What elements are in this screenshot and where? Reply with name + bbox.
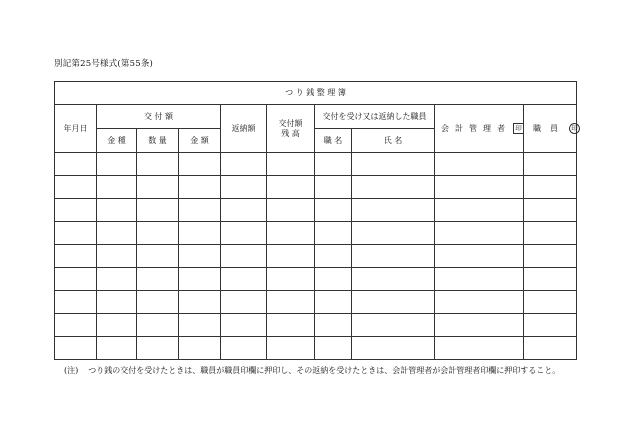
table-row	[55, 199, 577, 222]
table-cell[interactable]	[97, 314, 137, 337]
header-balance-line1: 交付額	[278, 118, 303, 128]
table-cell[interactable]	[524, 337, 577, 360]
table-cell[interactable]	[524, 268, 577, 291]
table-cell[interactable]	[267, 245, 315, 268]
table-cell[interactable]	[315, 245, 352, 268]
table-cell[interactable]	[221, 291, 267, 314]
table-cell[interactable]	[315, 153, 352, 176]
table-cell[interactable]	[97, 222, 137, 245]
table-cell[interactable]	[435, 199, 524, 222]
table-cell[interactable]	[97, 153, 137, 176]
footnote	[64, 365, 560, 376]
table-cell[interactable]	[435, 245, 524, 268]
table-cell[interactable]	[352, 199, 435, 222]
table-cell[interactable]	[221, 314, 267, 337]
table-cell[interactable]	[97, 199, 137, 222]
table-cell[interactable]	[55, 222, 97, 245]
table-cell[interactable]	[55, 153, 97, 176]
table-cell[interactable]	[352, 153, 435, 176]
table-cell[interactable]	[55, 268, 97, 291]
table-cell[interactable]	[179, 176, 221, 199]
table-cell[interactable]	[137, 291, 179, 314]
header-accountant-label: 会計管理者	[441, 123, 511, 133]
header-recipient-group: 交付を受け又は返納した職員	[315, 105, 435, 129]
table-cell[interactable]	[315, 268, 352, 291]
table-cell[interactable]	[137, 176, 179, 199]
table-cell[interactable]	[352, 176, 435, 199]
table-cell[interactable]	[352, 268, 435, 291]
table-cell[interactable]	[267, 291, 315, 314]
table-cell[interactable]	[315, 222, 352, 245]
table-cell[interactable]	[55, 245, 97, 268]
table-cell[interactable]	[435, 176, 524, 199]
table-cell[interactable]	[97, 337, 137, 360]
table-row	[55, 176, 577, 199]
table-cell[interactable]	[55, 199, 97, 222]
table-cell[interactable]	[315, 176, 352, 199]
table-cell[interactable]	[352, 337, 435, 360]
table-cell[interactable]	[435, 314, 524, 337]
table-cell[interactable]	[267, 153, 315, 176]
table-cell[interactable]	[435, 153, 524, 176]
table-row	[55, 268, 577, 291]
table-cell[interactable]	[524, 153, 577, 176]
table-cell[interactable]	[352, 291, 435, 314]
table-cell[interactable]	[179, 337, 221, 360]
table-cell[interactable]	[435, 291, 524, 314]
header-amount: 金 額	[179, 129, 221, 153]
header-returned: 返納額	[221, 105, 267, 153]
table-cell[interactable]	[435, 268, 524, 291]
table-row	[55, 291, 577, 314]
table-title	[55, 82, 577, 105]
table-row	[55, 153, 577, 176]
table-cell[interactable]	[137, 199, 179, 222]
table-cell[interactable]	[55, 314, 97, 337]
table-cell[interactable]	[267, 199, 315, 222]
table-cell[interactable]	[221, 337, 267, 360]
table-cell[interactable]	[137, 245, 179, 268]
table-row	[55, 314, 577, 337]
table-cell[interactable]	[97, 245, 137, 268]
table-cell[interactable]	[435, 337, 524, 360]
header-issued-group: 交 付 額	[97, 105, 221, 129]
header-staff-label: 職員	[533, 123, 567, 133]
table-cell[interactable]	[179, 222, 221, 245]
table-cell[interactable]	[221, 153, 267, 176]
table-cell[interactable]	[524, 176, 577, 199]
header-denomination: 金 種	[97, 129, 137, 153]
table-cell[interactable]	[221, 245, 267, 268]
table-cell[interactable]	[352, 314, 435, 337]
table-cell[interactable]	[435, 222, 524, 245]
table-cell[interactable]	[179, 291, 221, 314]
table-cell[interactable]	[221, 268, 267, 291]
table-title-text: つ り 銭 整 理 簿	[285, 88, 346, 97]
table-cell[interactable]	[137, 222, 179, 245]
header-balance	[267, 105, 315, 153]
table-cell[interactable]	[137, 153, 179, 176]
table-cell[interactable]	[137, 314, 179, 337]
table-cell[interactable]	[137, 337, 179, 360]
change-ledger-table	[54, 81, 577, 360]
table-cell[interactable]	[179, 199, 221, 222]
table-cell[interactable]	[179, 314, 221, 337]
table-cell[interactable]	[315, 199, 352, 222]
table-cell[interactable]	[524, 222, 577, 245]
table-cell[interactable]	[524, 291, 577, 314]
header-date: 年月日	[55, 105, 97, 153]
header-balance-line2: 残 高	[281, 128, 300, 138]
table-cell[interactable]	[179, 245, 221, 268]
table-cell[interactable]	[267, 222, 315, 245]
table-cell[interactable]	[524, 314, 577, 337]
header-quantity: 数 量	[137, 129, 179, 153]
table-cell[interactable]	[267, 176, 315, 199]
table-cell[interactable]	[179, 153, 221, 176]
footnote-tag: (注)	[64, 366, 79, 375]
table-cell[interactable]	[55, 291, 97, 314]
table-cell[interactable]	[221, 222, 267, 245]
header-position: 職 名	[315, 129, 352, 153]
header-accountant	[435, 105, 524, 153]
accountant-seal-mark: 印	[513, 123, 524, 134]
table-row	[55, 337, 577, 360]
form-id: 別記第25号様式(第55条)	[54, 59, 154, 69]
table-cell[interactable]	[524, 245, 577, 268]
table-cell[interactable]	[352, 245, 435, 268]
table-cell[interactable]	[55, 337, 97, 360]
table-cell[interactable]	[315, 314, 352, 337]
table-cell[interactable]	[267, 268, 315, 291]
table-cell[interactable]	[315, 291, 352, 314]
table-row	[55, 222, 577, 245]
table-cell[interactable]	[179, 268, 221, 291]
table-cell[interactable]	[315, 337, 352, 360]
table-cell[interactable]	[267, 314, 315, 337]
table-cell[interactable]	[55, 176, 97, 199]
table-cell[interactable]	[267, 337, 315, 360]
table-cell[interactable]	[352, 222, 435, 245]
header-staff	[524, 105, 577, 153]
staff-seal-mark: 印	[569, 123, 580, 134]
table-cell[interactable]	[524, 199, 577, 222]
header-name: 氏 名	[352, 129, 435, 153]
table-cell[interactable]	[97, 176, 137, 199]
table-cell[interactable]	[137, 268, 179, 291]
table-cell[interactable]	[221, 199, 267, 222]
footnote-text: つり銭の交付を受けたときは、職員が職員印欄に押印し、その返納を受けたときは、会計管理者が会計管理者印欄に押印すること。	[88, 366, 561, 375]
table-cell[interactable]	[97, 268, 137, 291]
table-cell[interactable]	[97, 291, 137, 314]
table-row	[55, 245, 577, 268]
table-cell[interactable]	[221, 176, 267, 199]
